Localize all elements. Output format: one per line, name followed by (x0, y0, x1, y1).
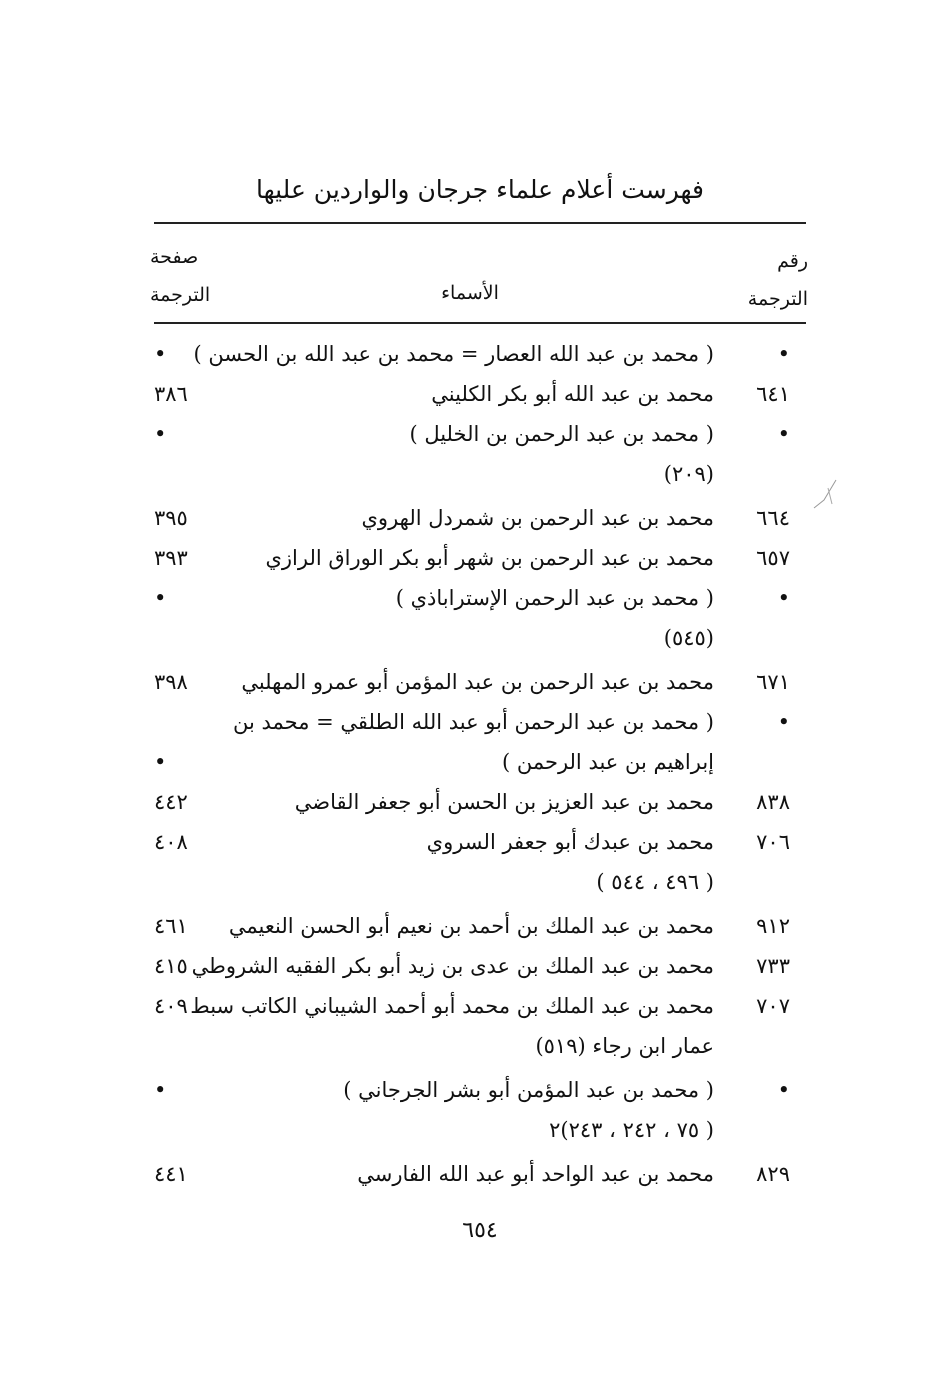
entry-page: • (154, 342, 167, 366)
entry-name: عمار ابن رجاء (٥١٩) (535, 1034, 714, 1058)
index-row (0, 414, 944, 454)
index-row (0, 986, 944, 1026)
page-number: ٦٥٤ (462, 1218, 498, 1243)
entry-name: محمد بن عبد الواحد أبو عبد الله الفارسي (357, 1162, 714, 1186)
entry-name: (٥٤٥) (663, 626, 714, 650)
entry-number: • (777, 710, 790, 734)
index-row-continuation (0, 618, 944, 658)
column-header-names: الأسماء (441, 282, 499, 304)
entry-number: • (777, 1078, 790, 1102)
entry-page: • (154, 586, 167, 610)
pencil-mark (810, 478, 840, 518)
entry-name: ( محمد بن عبد الرحمن أبو عبد الله الطلقي = محمد بن (232, 710, 714, 734)
entry-number: ٦٦٤ (756, 506, 790, 530)
index-row (0, 662, 944, 702)
index-row-continuation (0, 1110, 944, 1150)
column-header-page-line2: الترجمة (150, 284, 211, 306)
entry-page: ٤٠٩ (154, 994, 188, 1018)
entry-page: ٤٠٨ (154, 830, 188, 854)
entry-name: (٢٠٩) (663, 462, 714, 486)
entry-number: ٧٣٣ (756, 954, 790, 978)
entry-number: ٨٢٩ (756, 1162, 790, 1186)
entry-number: ٦٤١ (756, 382, 790, 406)
index-entries (0, 334, 944, 1194)
index-row (0, 578, 944, 618)
entry-number: • (777, 342, 790, 366)
entry-page: ٤١٥ (154, 954, 188, 978)
column-header-page (150, 238, 240, 314)
entry-page: • (154, 422, 167, 446)
entry-number: ٧٠٧ (756, 994, 790, 1018)
column-header-page-line1: صفحة (150, 246, 199, 268)
entry-name: محمد بن عبدك أبو جعفر السروي (426, 830, 714, 854)
entry-number: • (777, 586, 790, 610)
index-row-continuation (0, 454, 944, 494)
entry-page: ٣٩٣ (154, 546, 188, 570)
index-row (0, 906, 944, 946)
index-row (0, 538, 944, 578)
entry-name: ( محمد بن عبد الله العصار = محمد بن عبد الله بن الحسن ) (193, 342, 714, 366)
entry-number: ٦٧١ (756, 670, 790, 694)
entry-page: ٣٨٦ (154, 382, 188, 406)
entry-name: محمد بن عبد الملك بن أحمد بن نعيم أبو الحسن النعيمي (228, 914, 714, 938)
header-top-rule (154, 222, 806, 224)
entry-name: ( محمد بن عبد الرحمن بن الخليل ) (409, 422, 714, 446)
header-bottom-rule (154, 322, 806, 324)
entry-name: محمد بن عبد الملك بن عدى بن زيد أبو بكر الفقيه الشروطي (191, 954, 714, 978)
entry-number: ٨٣٨ (756, 790, 790, 814)
entry-name: محمد بن عبد الملك بن محمد أبو أحمد الشيباني الكاتب سبط (190, 994, 714, 1018)
column-header-number-line2: الترجمة (747, 288, 808, 310)
entry-name: ( محمد بن عبد الرحمن الإستراباذي ) (395, 586, 714, 610)
entry-page: ٣٩٥ (154, 506, 188, 530)
entry-page: ٣٩٨ (154, 670, 188, 694)
index-row-continuation (0, 1026, 944, 1066)
index-row-continuation (0, 742, 944, 782)
index-row (0, 498, 944, 538)
page-title: فهرست أعلام علماء جرجان والواردين عليها (255, 175, 705, 204)
column-header-number-line1: رقم (777, 250, 808, 272)
entry-page: ٤٦١ (154, 914, 188, 938)
entry-name: محمد بن عبد الرحمن بن عبد المؤمن أبو عمرو المهلبي (241, 670, 714, 694)
entry-name: إبراهيم بن عبد الرحمن ) (501, 750, 714, 774)
entry-page: ٤٤٢ (154, 790, 188, 814)
index-row (0, 334, 944, 374)
entry-number: ٩١٢ (756, 914, 790, 938)
entry-page: • (154, 750, 167, 774)
entry-name: محمد بن عبد الله أبو بكر الكليني (431, 382, 714, 406)
entry-name: محمد بن عبد الرحمن بن شهر أبو بكر الوراق الرازي (265, 546, 714, 570)
index-row (0, 702, 944, 742)
index-row (0, 374, 944, 414)
entry-name: ( ٤٩٦ ، ٥٤٤ ) (596, 870, 714, 894)
entry-page: • (154, 1078, 167, 1102)
entry-number: • (777, 422, 790, 446)
index-row (0, 946, 944, 986)
entry-name: ( ٧٥ ، ٢٤٢ ، ٢٤٣)٢ (549, 1118, 714, 1142)
entry-number: ٧٠٦ (756, 830, 790, 854)
column-header-number (728, 242, 808, 318)
entry-page: ٤٤١ (154, 1162, 188, 1186)
index-row-continuation (0, 862, 944, 902)
index-row (0, 822, 944, 862)
index-row (0, 1154, 944, 1194)
index-row (0, 1070, 944, 1110)
index-row (0, 782, 944, 822)
entry-number: ٦٥٧ (756, 546, 790, 570)
entry-name: محمد بن عبد الرحمن بن شمردل الهروي (361, 506, 714, 530)
entry-name: محمد بن عبد العزيز بن الحسن أبو جعفر القاضي (294, 790, 714, 814)
entry-name: ( محمد بن عبد المؤمن أبو بشر الجرجاني ) (343, 1078, 714, 1102)
